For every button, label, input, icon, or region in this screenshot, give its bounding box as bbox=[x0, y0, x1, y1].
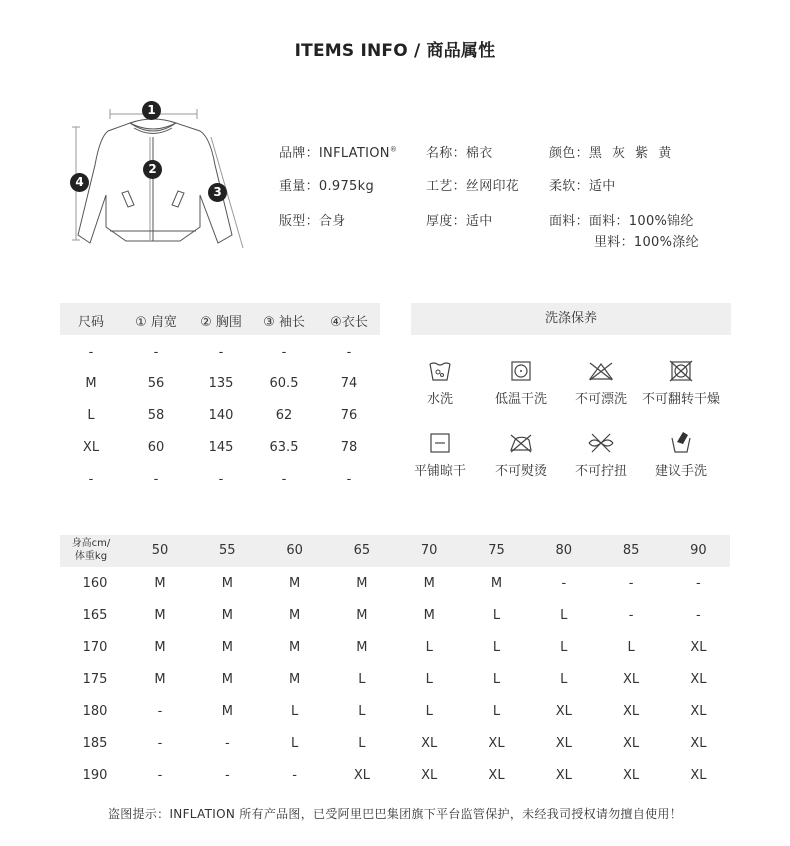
size-recommendation-cell: M bbox=[490, 576, 503, 591]
height-cell: 180 bbox=[82, 704, 108, 719]
size-cell: M bbox=[85, 376, 97, 391]
care-label: 平铺晾干 bbox=[413, 464, 466, 479]
weight-header-cell: 75 bbox=[488, 543, 505, 558]
size-cell: 63.5 bbox=[269, 440, 299, 455]
info-color bbox=[549, 142, 674, 161]
size-cell: 140 bbox=[208, 408, 234, 423]
weight-header-cell: 60 bbox=[286, 543, 303, 558]
fit-label: 版型： bbox=[279, 214, 319, 229]
weight-value: 0.975kg bbox=[318, 179, 375, 194]
soft-value: 适中 bbox=[588, 179, 616, 194]
size-recommendation-cell: L bbox=[358, 704, 366, 719]
jacket-diagram bbox=[60, 95, 260, 265]
size-recommendation-cell: XL bbox=[690, 704, 707, 719]
size-cell: 60 bbox=[147, 440, 165, 455]
size-cell: - bbox=[346, 472, 352, 487]
dry-flat-icon bbox=[428, 432, 452, 454]
fabric-lining: 里料：100%涤纶 bbox=[594, 235, 699, 250]
size-recommendation-cell: M bbox=[221, 672, 233, 687]
size-recommendation-cell: XL bbox=[690, 640, 707, 655]
size-recommendation-cell: XL bbox=[623, 736, 640, 751]
info-fabric bbox=[549, 210, 694, 229]
size-recommendation-cell: M bbox=[154, 608, 166, 623]
fit-value: 合身 bbox=[318, 214, 346, 229]
size-cell: - bbox=[218, 472, 224, 487]
size-cell: 145 bbox=[208, 440, 234, 455]
care-item bbox=[481, 360, 561, 407]
care-item bbox=[400, 360, 480, 407]
corner-height: 身高cm/ bbox=[71, 538, 111, 549]
size-recommendation-cell: - bbox=[628, 608, 634, 623]
size-cell: 135 bbox=[208, 376, 234, 391]
height-weight-corner bbox=[60, 537, 122, 563]
size-header-cell: ② 胸围 bbox=[200, 315, 242, 330]
info-craft bbox=[426, 175, 519, 194]
size-recommendation-cell: - bbox=[224, 736, 230, 751]
size-recommendation-cell: - bbox=[157, 736, 163, 751]
copyright-notice: 盗图提示：INFLATION 所有产品图，已受阿里巴巴集团旗下平台监管保护，未经我司授权请勿擅自使用！ bbox=[107, 807, 683, 821]
care-item bbox=[481, 432, 561, 479]
weight-header-cell: 50 bbox=[151, 543, 169, 558]
size-recommendation-cell: M bbox=[356, 608, 368, 623]
size-cell: 78 bbox=[340, 440, 358, 455]
care-label: 低温干洗 bbox=[494, 392, 547, 407]
size-recommendation-cell: - bbox=[157, 768, 163, 783]
size-recommendation-cell: M bbox=[356, 576, 368, 591]
size-recommendation-cell: L bbox=[358, 672, 366, 687]
size-cell: - bbox=[281, 472, 287, 487]
size-recommendation-cell: M bbox=[423, 608, 435, 623]
page-title: ITEMS INFO / 商品属性 bbox=[294, 41, 496, 61]
size-recommendation-cell: L bbox=[425, 672, 433, 687]
size-cell: L bbox=[87, 408, 95, 423]
size-recommendation-cell: L bbox=[560, 640, 568, 655]
hand-wash-icon bbox=[669, 430, 693, 454]
info-fit bbox=[279, 210, 346, 229]
size-cell: 60.5 bbox=[269, 376, 299, 391]
size-recommendation-cell: M bbox=[356, 640, 368, 655]
brand-label: 品牌： bbox=[279, 146, 319, 161]
info-name bbox=[426, 142, 493, 161]
care-title: 洗涤保养 bbox=[544, 311, 597, 326]
tumble-dry-low-icon bbox=[509, 360, 533, 382]
weight-label: 重量： bbox=[279, 179, 319, 194]
name-value: 棉衣 bbox=[465, 146, 493, 161]
size-recommendation-cell: L bbox=[290, 736, 299, 751]
size-header-cell: ④衣长 bbox=[330, 315, 368, 330]
info-brand: 品牌：INFLATION® bbox=[279, 145, 398, 161]
size-cell: 76 bbox=[340, 408, 358, 423]
size-header-cell: ③ 袖长 bbox=[263, 315, 305, 330]
size-recommendation-cell: M bbox=[221, 640, 233, 655]
size-recommendation-cell: XL bbox=[488, 736, 505, 751]
care-item bbox=[641, 360, 721, 407]
fabric-label: 面料： bbox=[549, 214, 589, 229]
marker-1: 1 bbox=[142, 101, 161, 120]
care-label: 不可漂洗 bbox=[574, 392, 627, 407]
care-label: 建议手洗 bbox=[654, 464, 707, 479]
size-recommendation-cell: L bbox=[492, 640, 501, 655]
size-recommendation-cell: XL bbox=[623, 672, 640, 687]
size-recommendation-cell: - bbox=[696, 608, 701, 623]
care-item bbox=[561, 360, 641, 407]
size-cell: 74 bbox=[340, 376, 358, 391]
size-cell: - bbox=[218, 345, 224, 360]
size-recommendation-cell: XL bbox=[690, 768, 707, 783]
size-cell: - bbox=[346, 345, 352, 360]
size-recommendation-cell: L bbox=[627, 640, 635, 655]
no-iron-icon bbox=[507, 432, 535, 454]
size-recommendation-cell: L bbox=[425, 704, 433, 719]
size-cell: 58 bbox=[147, 408, 165, 423]
name-label: 名称： bbox=[426, 146, 466, 161]
height-cell: 175 bbox=[82, 672, 108, 687]
size-recommendation-cell: L bbox=[492, 608, 501, 623]
size-recommendation-cell: XL bbox=[690, 672, 707, 687]
marker-2: 2 bbox=[143, 160, 162, 179]
craft-value: 丝网印花 bbox=[465, 179, 520, 194]
size-recommendation-cell: XL bbox=[555, 736, 572, 751]
size-cell: - bbox=[153, 345, 159, 360]
size-recommendation-cell: - bbox=[292, 768, 297, 783]
size-recommendation-cell: M bbox=[221, 608, 233, 623]
weight-header-cell: 90 bbox=[690, 543, 707, 558]
info-soft bbox=[549, 175, 616, 194]
size-recommendation-cell: M bbox=[423, 576, 435, 591]
size-cell: 56 bbox=[147, 376, 165, 391]
weight-header-cell: 55 bbox=[219, 543, 236, 558]
size-header-cell: ① 肩宽 bbox=[135, 315, 177, 330]
size-recommendation-cell: L bbox=[492, 704, 501, 719]
marker-4: 4 bbox=[70, 173, 89, 192]
size-recommendation-cell: L bbox=[560, 608, 568, 623]
soft-label: 柔软： bbox=[549, 179, 589, 194]
care-item bbox=[561, 432, 641, 479]
size-cell: XL bbox=[82, 440, 100, 455]
size-recommendation-cell: XL bbox=[488, 768, 505, 783]
thick-label: 厚度： bbox=[426, 214, 466, 229]
info-weight bbox=[279, 175, 374, 194]
size-recommendation-cell: - bbox=[561, 576, 567, 591]
weight-header-cell: 70 bbox=[420, 543, 438, 558]
care-header bbox=[411, 303, 731, 335]
size-header-cell: 尺码 bbox=[77, 315, 104, 330]
size-recommendation-cell: XL bbox=[421, 768, 438, 783]
care-label: 不可拧扭 bbox=[574, 464, 627, 479]
size-recommendation-cell: XL bbox=[421, 736, 438, 751]
size-recommendation-cell: XL bbox=[623, 768, 640, 783]
fabric-outer: 面料：100%锦纶 bbox=[588, 214, 694, 229]
size-recommendation-cell: M bbox=[154, 672, 166, 687]
care-item bbox=[400, 432, 480, 479]
size-recommendation-cell: M bbox=[154, 640, 166, 655]
size-recommendation-cell: XL bbox=[555, 768, 572, 783]
size-recommendation-cell: L bbox=[425, 640, 433, 655]
size-recommendation-cell: XL bbox=[623, 704, 640, 719]
size-recommendation-cell: M bbox=[288, 576, 301, 591]
thick-value: 适中 bbox=[465, 214, 493, 229]
marker-3: 3 bbox=[208, 183, 227, 202]
size-cell: - bbox=[153, 472, 159, 487]
hand-wash-tub-icon bbox=[428, 360, 452, 382]
size-recommendation-cell: XL bbox=[353, 768, 370, 783]
size-recommendation-cell: M bbox=[154, 576, 166, 591]
size-recommendation-cell: M bbox=[288, 672, 301, 687]
size-recommendation-cell: - bbox=[696, 576, 701, 591]
care-label: 水洗 bbox=[426, 392, 453, 407]
height-cell: 160 bbox=[82, 576, 108, 591]
no-tumble-dry-icon bbox=[667, 360, 695, 382]
jacket-illustration bbox=[60, 95, 260, 265]
size-recommendation-cell: - bbox=[628, 576, 634, 591]
no-wring-icon bbox=[586, 432, 616, 454]
weight-header-cell: 65 bbox=[353, 543, 371, 558]
size-recommendation-cell: L bbox=[560, 672, 568, 687]
care-label: 不可熨烫 bbox=[494, 464, 547, 479]
info-thickness bbox=[426, 210, 493, 229]
color-value: 黑 灰 紫 黄 bbox=[588, 146, 675, 161]
size-recommendation-cell: L bbox=[290, 704, 299, 719]
care-label: 不可翻转干燥 bbox=[641, 392, 720, 407]
care-item bbox=[641, 430, 721, 479]
info-lining bbox=[594, 231, 699, 250]
size-cell: 62 bbox=[275, 408, 293, 423]
size-recommendation-cell: M bbox=[221, 704, 233, 719]
size-recommendation-cell: - bbox=[224, 768, 230, 783]
weight-header-cell: 85 bbox=[622, 543, 640, 558]
size-recommendation-cell: XL bbox=[555, 704, 572, 719]
height-cell: 165 bbox=[82, 608, 108, 623]
no-bleach-icon bbox=[587, 360, 615, 382]
size-recommendation-cell: L bbox=[492, 672, 501, 687]
size-cell: - bbox=[281, 345, 287, 360]
size-cell: - bbox=[88, 472, 94, 487]
size-recommendation-cell: - bbox=[157, 704, 163, 719]
size-recommendation-cell: M bbox=[288, 640, 301, 655]
size-cell: - bbox=[88, 345, 94, 360]
corner-weight: 体重kg bbox=[74, 551, 108, 562]
color-label: 颜色： bbox=[549, 146, 589, 161]
height-cell: 185 bbox=[82, 736, 108, 751]
size-recommendation-cell: XL bbox=[690, 736, 707, 751]
craft-label: 工艺： bbox=[426, 179, 466, 194]
weight-header-cell: 80 bbox=[555, 543, 573, 558]
size-recommendation-cell: L bbox=[358, 736, 366, 751]
height-cell: 190 bbox=[82, 768, 108, 783]
brand-value: INFLATION bbox=[318, 146, 390, 161]
size-recommendation-cell: M bbox=[221, 576, 233, 591]
size-recommendation-cell: M bbox=[288, 608, 301, 623]
height-cell: 170 bbox=[82, 640, 108, 655]
